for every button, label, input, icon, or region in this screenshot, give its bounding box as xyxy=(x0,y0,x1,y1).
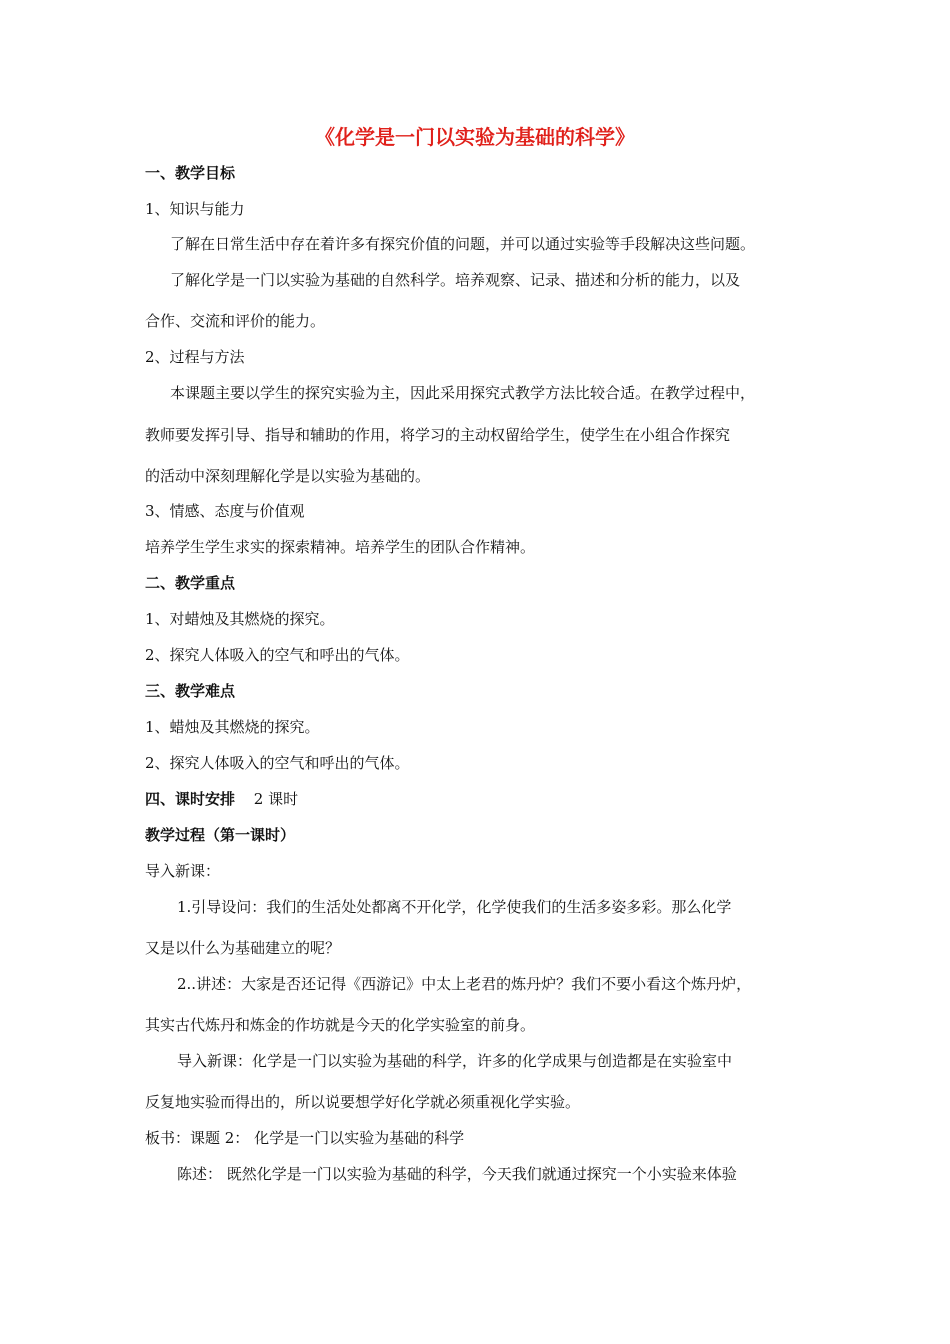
schedule-line xyxy=(145,788,825,810)
paragraph-line: 了解化学是一门以实验为基础的自然科学。培养观察、记录、描述和分析的能力，以及 xyxy=(170,271,741,289)
paragraph-line: 的活动中深刻理解化学是以实验为基础的。 xyxy=(145,467,431,485)
list-item: 2、探究人体吸入的空气和呼出的气体。 xyxy=(145,754,410,772)
blackboard-line: 板书：课题 2： 化学是一门以实验为基础的科学 xyxy=(145,1129,465,1147)
schedule-value: 2 课时 xyxy=(253,790,299,808)
paragraph-line: 2..讲述：大家是否还记得《西游记》中太上老君的炼丹炉？我们不要小看这个炼丹炉， xyxy=(177,975,752,993)
paragraph-line: 本课题主要以学生的探究实验为主，因此采用探究式教学方法比较合适。在教学过程中， xyxy=(170,384,756,402)
subsection-heading: 导入新课： xyxy=(145,862,221,880)
subsection-heading: 1、知识与能力 xyxy=(145,200,245,218)
paragraph-line: 陈述： 既然化学是一门以实验为基础的科学，今天我们就通过探究一个小实验来体验 xyxy=(177,1165,737,1183)
section-heading: 二、教学重点 xyxy=(145,574,236,592)
paragraph-line: 1.引导设问：我们的生活处处都离不开化学，化学使我们的生活多姿多彩。那么化学 xyxy=(177,898,732,916)
paragraph-line: 了解在日常生活中存在着许多有探究价值的问题，并可以通过实验等手段解决这些问题。 xyxy=(170,235,756,253)
list-item: 1、蜡烛及其燃烧的探究。 xyxy=(145,718,320,736)
subsection-heading: 3、情感、态度与价值观 xyxy=(145,502,305,520)
page-title: 《化学是一门以实验为基础的科学》 xyxy=(315,125,635,149)
section-heading: 教学过程（第一课时） xyxy=(145,826,296,844)
paragraph-line: 其实古代炼丹和炼金的作坊就是今天的化学实验室的前身。 xyxy=(145,1016,536,1034)
list-item: 1、对蜡烛及其燃烧的探究。 xyxy=(145,610,335,628)
subsection-heading: 2、过程与方法 xyxy=(145,348,245,366)
paragraph-line: 又是以什么为基础建立的呢？ xyxy=(145,939,341,957)
section-heading: 四、课时安排 xyxy=(145,790,236,808)
paragraph-line: 合作、交流和评价的能力。 xyxy=(145,312,326,330)
paragraph-line: 培养学生学生求实的探索精神。培养学生的团队合作精神。 xyxy=(145,538,536,556)
paragraph-line: 反复地实验而得出的，所以说要想学好化学就必须重视化学实验。 xyxy=(145,1093,581,1111)
paragraph-line: 教师要发挥引导、指导和辅助的作用，将学习的主动权留给学生，使学生在小组合作探究 xyxy=(145,426,731,444)
section-heading: 三、教学难点 xyxy=(145,682,236,700)
section-heading: 一、教学目标 xyxy=(145,164,236,182)
paragraph-line: 导入新课：化学是一门以实验为基础的科学，许多的化学成果与创造都是在实验室中 xyxy=(177,1052,733,1070)
list-item: 2、探究人体吸入的空气和呼出的气体。 xyxy=(145,646,410,664)
